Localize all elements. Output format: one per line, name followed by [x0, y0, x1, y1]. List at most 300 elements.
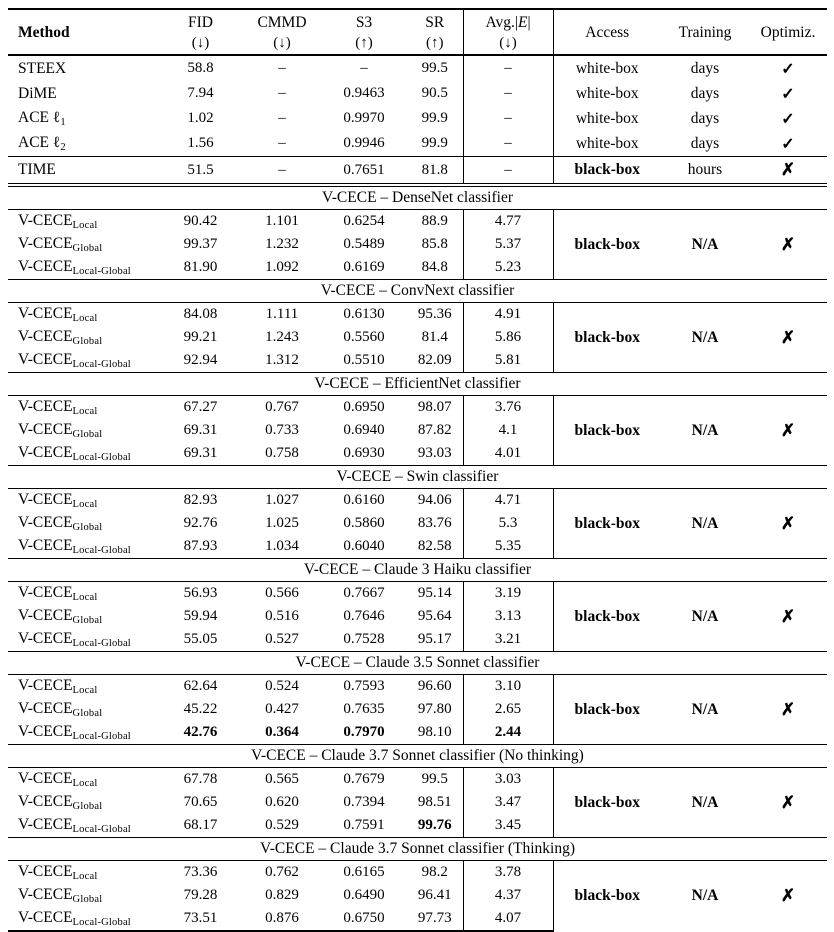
method-subscript: Local [72, 685, 98, 696]
cross-icon: ✗ [780, 420, 796, 440]
metric-cell-fid: 7.94 [187, 85, 214, 101]
metric-cell-s3: 0.5860 [343, 515, 385, 531]
metric-cell-cmmd: 0.527 [265, 631, 299, 647]
sort-direction-arrow-icon: (↓) [273, 34, 291, 51]
metric-cell-avg: 3.10 [463, 675, 553, 699]
method-cell [8, 233, 158, 256]
metric-cell-fid: 92.94 [183, 352, 218, 368]
metric-cell-s3: 0.7528 [343, 631, 385, 647]
metric-cell-s3: – [360, 60, 368, 76]
metric-cell-avg: 3.47 [463, 791, 553, 814]
method-name: V-CECE [18, 909, 73, 926]
table-row [8, 210, 827, 234]
access-cell: black-box [553, 303, 661, 373]
check-icon: ✓ [781, 135, 795, 153]
check-icon: ✓ [781, 60, 795, 78]
cross-icon: ✗ [780, 606, 796, 626]
metric-cell-fid: 79.28 [183, 887, 218, 903]
metric-cell-sr: 96.41 [417, 887, 452, 903]
method-subscript: 2 [60, 142, 66, 153]
col-header-label: FID [188, 13, 213, 31]
metric-cell-cmmd: 1.092 [265, 259, 299, 275]
metric-cell-s3: 0.9946 [343, 135, 385, 151]
table-row [8, 582, 827, 606]
section-title: V-CECE – Claude 3 Haiku classifier [8, 559, 827, 582]
metric-cell-sr: 97.73 [407, 907, 463, 931]
metric-cell-avg: – [463, 55, 553, 81]
section-title: V-CECE – Claude 3.5 Sonnet classifier [8, 652, 827, 675]
method-subscript: Local [72, 406, 98, 417]
metric-cell-fid: 69.31 [183, 445, 218, 461]
col-header-label: Method [18, 23, 70, 41]
table-row [8, 157, 827, 186]
metric-cell-cmmd: – [278, 135, 286, 151]
metric-cell-sr: 84.8 [421, 259, 448, 275]
col-header-label: SR [425, 13, 445, 31]
metric-cell-sr: 99.9 [421, 110, 448, 126]
table-row [8, 675, 827, 699]
col-header-optimiz [749, 9, 827, 55]
table-row [8, 303, 827, 327]
optimization-cell [749, 303, 827, 373]
access-cell: black-box [553, 210, 661, 280]
cross-icon: ✗ [780, 327, 796, 347]
text: | [527, 13, 531, 31]
method-name: TIME [18, 161, 56, 178]
header-row [8, 9, 827, 55]
metric-cell-avg: 4.1 [463, 419, 553, 442]
method-cell [8, 605, 158, 628]
optimization-cell [749, 489, 827, 559]
metric-cell-fid: 56.93 [183, 585, 218, 601]
method-cell [8, 535, 158, 559]
metric-cell-sr: 83.76 [417, 515, 452, 531]
metric-cell-cmmd: 1.034 [265, 538, 299, 554]
metric-cell-cmmd: 1.312 [265, 352, 299, 368]
method-subscript: Local [72, 499, 98, 510]
metric-cell-sr: 85.8 [421, 236, 448, 252]
metric-cell-cmmd: 0.566 [265, 585, 299, 601]
method-subscript: Local [72, 220, 98, 231]
metric-cell-fid: 87.93 [183, 538, 218, 554]
table-row [8, 55, 827, 81]
method-name: V-CECE [18, 514, 73, 531]
metric-cell-s3: 0.6040 [343, 538, 385, 554]
metric-cell-s3: 0.7593 [343, 678, 385, 694]
metric-cell-sr: 81.4 [421, 329, 448, 345]
metric-cell-s3: 0.6160 [343, 492, 385, 508]
section-title: V-CECE – Claude 3.7 Sonnet classifier (Thinking) [8, 838, 827, 861]
results-table [8, 8, 827, 932]
metric-cell-avg: – [463, 81, 553, 106]
metric-cell-avg: 3.76 [463, 396, 553, 420]
method-subscript: Global [72, 336, 103, 347]
method-name: V-CECE [18, 444, 73, 461]
method-name: ACE ℓ [18, 134, 61, 151]
text: Avg.| [485, 13, 518, 31]
optimization-cell [749, 582, 827, 652]
metric-cell-avg: 3.45 [463, 814, 553, 838]
method-subscript: Local-Global [72, 452, 131, 463]
metric-cell-fid: 92.76 [183, 515, 218, 531]
method-cell [8, 489, 158, 513]
metric-cell-s3: 0.6165 [343, 864, 385, 880]
metric-cell-avg: 4.01 [463, 442, 553, 466]
method-name: V-CECE [18, 212, 73, 229]
metric-cell-s3: 0.5560 [343, 329, 385, 345]
metric-cell-sr: 88.9 [421, 213, 448, 229]
method-cell [8, 326, 158, 349]
cross-icon: ✗ [780, 792, 796, 812]
metric-cell-cmmd: 1.025 [265, 515, 299, 531]
col-header-sr [407, 9, 463, 55]
method-name: V-CECE [18, 677, 73, 694]
method-name: V-CECE [18, 700, 73, 717]
method-name: V-CECE [18, 398, 73, 415]
method-cell [8, 419, 158, 442]
training-cell: days [690, 84, 720, 102]
metric-cell-cmmd: – [243, 157, 321, 186]
metric-cell-cmmd: 1.232 [265, 236, 299, 252]
section-title-row [8, 466, 827, 489]
col-header-avg [463, 9, 553, 55]
table-row [8, 768, 827, 792]
access-cell: white-box [553, 55, 661, 81]
metric-cell-avg: 3.19 [463, 582, 553, 606]
optimization-cell [749, 210, 827, 280]
method-subscript: Local-Global [72, 638, 131, 649]
metric-cell-s3: 0.6254 [343, 213, 385, 229]
section-title-row [8, 185, 827, 210]
method-subscript: Global [72, 522, 103, 533]
method-subscript: Local [72, 778, 98, 789]
section-title: V-CECE – DenseNet classifier [8, 185, 827, 210]
metric-cell-cmmd: 0.762 [265, 864, 299, 880]
metric-cell-avg: 3.78 [463, 861, 553, 885]
method-name: V-CECE [18, 770, 73, 787]
metric-cell-avg: 5.23 [463, 256, 553, 280]
access-cell: black-box [553, 489, 661, 559]
method-subscript: Local-Global [72, 359, 131, 370]
optimization-cell [749, 131, 827, 157]
section-title: V-CECE – EfficientNet classifier [8, 373, 827, 396]
metric-cell-fid: 67.78 [183, 771, 218, 787]
method-cell [8, 768, 158, 792]
metric-cell-cmmd: – [278, 85, 286, 101]
method-name: V-CECE [18, 886, 73, 903]
metric-cell-cmmd: 0.427 [265, 701, 299, 717]
section-title: V-CECE – Swin classifier [8, 466, 827, 489]
metric-cell-fid: 69.31 [183, 422, 218, 438]
metric-cell-fid: 90.42 [183, 213, 218, 229]
metric-cell-fid: 62.64 [183, 678, 218, 694]
method-name: V-CECE [18, 584, 73, 601]
section-title-row [8, 373, 827, 396]
metric-cell-s3: 0.9463 [343, 85, 385, 101]
training-cell: N/A [691, 328, 719, 346]
metric-cell-s3: 0.7591 [343, 817, 385, 833]
cross-icon: ✗ [780, 886, 796, 905]
metric-cell-fid: 68.17 [183, 817, 218, 833]
table-row [8, 131, 827, 157]
optimization-cell [749, 81, 827, 106]
table-row [8, 861, 827, 885]
method-cell [8, 698, 158, 721]
training-cell: N/A [691, 235, 719, 253]
metric-cell-sr: 98.2 [421, 864, 448, 880]
metric-cell-sr: 98.07 [417, 399, 452, 415]
metric-cell-sr: 95.64 [417, 608, 452, 624]
training-cell: N/A [691, 887, 719, 904]
metric-cell-sr: 95.14 [417, 585, 452, 601]
metric-cell-s3: 0.6930 [343, 445, 385, 461]
metric-cell-fid: 55.05 [183, 631, 218, 647]
access-cell: white-box [553, 81, 661, 106]
section-title: V-CECE – Claude 3.7 Sonnet classifier (No thinking) [8, 745, 827, 768]
metric-cell-s3: 0.7970 [343, 724, 385, 740]
training-cell: N/A [691, 514, 719, 532]
optimization-cell [749, 861, 827, 932]
metric-cell-cmmd: 0.524 [265, 678, 299, 694]
metric-cell-avg: 3.03 [463, 768, 553, 792]
metric-cell-sr: 99.9 [421, 135, 448, 151]
metric-cell-s3: 0.7667 [343, 585, 385, 601]
method-subscript: Global [72, 801, 103, 812]
check-icon: ✓ [781, 85, 795, 103]
method-cell [8, 628, 158, 652]
col-header-method [8, 9, 158, 55]
method-name: V-CECE [18, 351, 73, 368]
metric-cell-cmmd: – [278, 60, 286, 76]
metric-cell-s3: 0.9970 [343, 110, 385, 126]
metric-cell-avg: 5.3 [463, 512, 553, 535]
metric-cell-fid: 42.76 [183, 724, 218, 740]
method-cell [8, 721, 158, 745]
metric-cell-fid: 67.27 [183, 399, 218, 415]
metric-cell-fid: 82.93 [183, 492, 218, 508]
metric-cell-cmmd: 0.516 [265, 608, 299, 624]
metric-cell-avg: 3.13 [463, 605, 553, 628]
metric-cell-s3: 0.7679 [343, 771, 385, 787]
metric-cell-cmmd: 0.733 [265, 422, 299, 438]
metric-cell-cmmd: 1.027 [265, 492, 299, 508]
optimization-cell [749, 396, 827, 466]
metric-cell-fid: 73.51 [158, 907, 243, 931]
cross-icon: ✗ [780, 234, 796, 254]
method-cell [8, 861, 158, 885]
method-cell [8, 442, 158, 466]
metric-cell-sr: 98.10 [417, 724, 452, 740]
metric-cell-fid: 99.21 [183, 329, 218, 345]
training-cell: days [690, 109, 720, 127]
method-subscript: Global [72, 894, 103, 905]
metric-cell-s3: 0.5510 [343, 352, 385, 368]
metric-cell-cmmd: 0.829 [265, 887, 299, 903]
method-name: DiME [18, 84, 57, 102]
col-header-s3 [321, 9, 407, 55]
access-cell: black-box [553, 582, 661, 652]
method-cell [8, 349, 158, 373]
metric-cell-sr: 95.36 [417, 306, 452, 322]
metric-cell-sr: 99.5 [421, 771, 448, 787]
optimization-cell [749, 157, 827, 186]
method-cell [8, 582, 158, 606]
metric-cell-cmmd: 1.111 [265, 306, 299, 322]
method-cell [8, 512, 158, 535]
metric-cell-sr: 90.5 [421, 85, 448, 101]
method-subscript: Local-Global [72, 266, 131, 277]
metric-cell-fid: 70.65 [183, 794, 218, 810]
section-title-row [8, 559, 827, 582]
method-name: V-CECE [18, 607, 73, 624]
metric-cell-cmmd: 1.243 [265, 329, 299, 345]
sort-direction-arrow-icon: (↓) [499, 34, 517, 51]
method-subscript: Local-Global [72, 824, 131, 835]
metric-cell-s3: 0.7646 [343, 608, 385, 624]
col-header-label: Access [585, 23, 630, 41]
method-subscript: Local-Global [72, 545, 131, 556]
metric-cell-fid: 45.22 [183, 701, 218, 717]
metric-cell-s3: 0.5489 [343, 236, 385, 252]
method-name: V-CECE [18, 258, 73, 275]
metric-cell-s3: 0.7394 [343, 794, 385, 810]
method-cell [8, 396, 158, 420]
method-cell [8, 210, 158, 234]
access-cell: white-box [553, 131, 661, 157]
metric-cell-sr: 82.58 [417, 538, 452, 554]
method-cell [8, 131, 158, 157]
col-header-cmmd [243, 9, 321, 55]
metric-cell-avg: 5.35 [463, 535, 553, 559]
method-name: V-CECE [18, 723, 73, 740]
section-title-row [8, 745, 827, 768]
metric-cell-avg: – [463, 157, 553, 186]
col-header-training [661, 9, 749, 55]
col-header-fid [158, 9, 243, 55]
method-name: ACE ℓ [18, 109, 61, 126]
metric-cell-s3: 0.7635 [343, 701, 385, 717]
table-row [8, 396, 827, 420]
optimization-cell [749, 55, 827, 81]
method-cell [8, 884, 158, 907]
method-name: V-CECE [18, 537, 73, 554]
metric-cell-fid: 84.08 [183, 306, 218, 322]
metric-cell-avg: – [463, 131, 553, 157]
method-subscript: Global [72, 708, 103, 719]
col-header-label: S3 [355, 13, 373, 31]
method-subscript: Global [72, 615, 103, 626]
training-cell: N/A [691, 421, 719, 439]
method-cell [8, 791, 158, 814]
method-cell [8, 55, 158, 81]
optimization-cell [749, 675, 827, 745]
col-header-label: Optimiz. [760, 23, 816, 41]
method-name: V-CECE [18, 328, 73, 345]
method-cell [8, 303, 158, 327]
sort-direction-arrow-icon: (↑) [426, 34, 444, 51]
metric-cell-sr: 95.17 [417, 631, 452, 647]
training-cell: N/A [691, 607, 719, 625]
section-title-row [8, 652, 827, 675]
training-cell: days [690, 134, 720, 152]
cross-icon: ✗ [780, 513, 796, 533]
table-row [8, 489, 827, 513]
metric-cell-cmmd: – [278, 110, 286, 126]
metric-cell-s3: 0.6750 [321, 907, 407, 931]
method-subscript: Local [72, 871, 98, 882]
metric-cell-s3: 0.6940 [343, 422, 385, 438]
metric-cell-avg: 4.71 [463, 489, 553, 513]
math-var: E [517, 13, 528, 31]
method-cell [8, 81, 158, 106]
sort-direction-arrow-icon: (↑) [355, 34, 373, 51]
method-cell [8, 256, 158, 280]
method-cell [8, 814, 158, 838]
col-header-label [464, 12, 553, 33]
metric-cell-fid: 51.5 [158, 157, 243, 186]
metric-cell-s3: 0.6130 [343, 306, 385, 322]
metric-cell-fid: 99.37 [183, 236, 218, 252]
method-subscript: Local [72, 313, 98, 324]
check-icon: ✓ [781, 110, 795, 128]
metric-cell-fid: 58.8 [187, 60, 214, 76]
access-cell: black-box [553, 675, 661, 745]
method-subscript: Global [72, 243, 103, 254]
metric-cell-cmmd: 0.565 [265, 771, 299, 787]
method-name: V-CECE [18, 491, 73, 508]
metric-cell-sr: 87.82 [417, 422, 452, 438]
table-row [8, 81, 827, 106]
metric-cell-avg: 5.81 [463, 349, 553, 373]
metric-cell-cmmd: 1.101 [265, 213, 299, 229]
optimization-cell [749, 768, 827, 838]
access-cell: black-box [553, 861, 661, 932]
metric-cell-cmmd: 0.767 [265, 399, 299, 415]
metric-cell-s3: 0.7651 [321, 157, 407, 186]
method-cell [8, 157, 158, 186]
metric-cell-fid: 81.90 [183, 259, 218, 275]
metric-cell-avg: 4.37 [463, 884, 553, 907]
method-name: V-CECE [18, 816, 73, 833]
access-cell: black-box [553, 396, 661, 466]
col-header-label: Training [678, 23, 732, 41]
metric-cell-s3: 0.6950 [343, 399, 385, 415]
metric-cell-sr: 93.03 [417, 445, 452, 461]
metric-cell-avg: 4.07 [463, 907, 553, 931]
metric-cell-cmmd: 0.620 [265, 794, 299, 810]
method-subscript: Local-Global [72, 917, 131, 928]
training-cell: N/A [691, 793, 719, 811]
method-cell [8, 675, 158, 699]
section-title-row [8, 280, 827, 303]
method-name: V-CECE [18, 305, 73, 322]
training-cell: days [690, 59, 720, 77]
method-subscript: 1 [60, 117, 66, 128]
metric-cell-cmmd: 0.758 [265, 445, 299, 461]
metric-cell-sr: 98.51 [417, 794, 452, 810]
metric-cell-avg: 2.65 [463, 698, 553, 721]
col-header-access [553, 9, 661, 55]
method-name: V-CECE [18, 863, 73, 880]
metric-cell-fid: 73.36 [183, 864, 218, 880]
metric-cell-sr: 99.5 [421, 60, 448, 76]
metric-cell-avg: 3.21 [463, 628, 553, 652]
optimization-cell [749, 106, 827, 131]
metric-cell-fid: 59.94 [183, 608, 218, 624]
table-row [8, 106, 827, 131]
metric-cell-avg: 4.77 [463, 210, 553, 234]
access-cell: black-box [553, 768, 661, 838]
